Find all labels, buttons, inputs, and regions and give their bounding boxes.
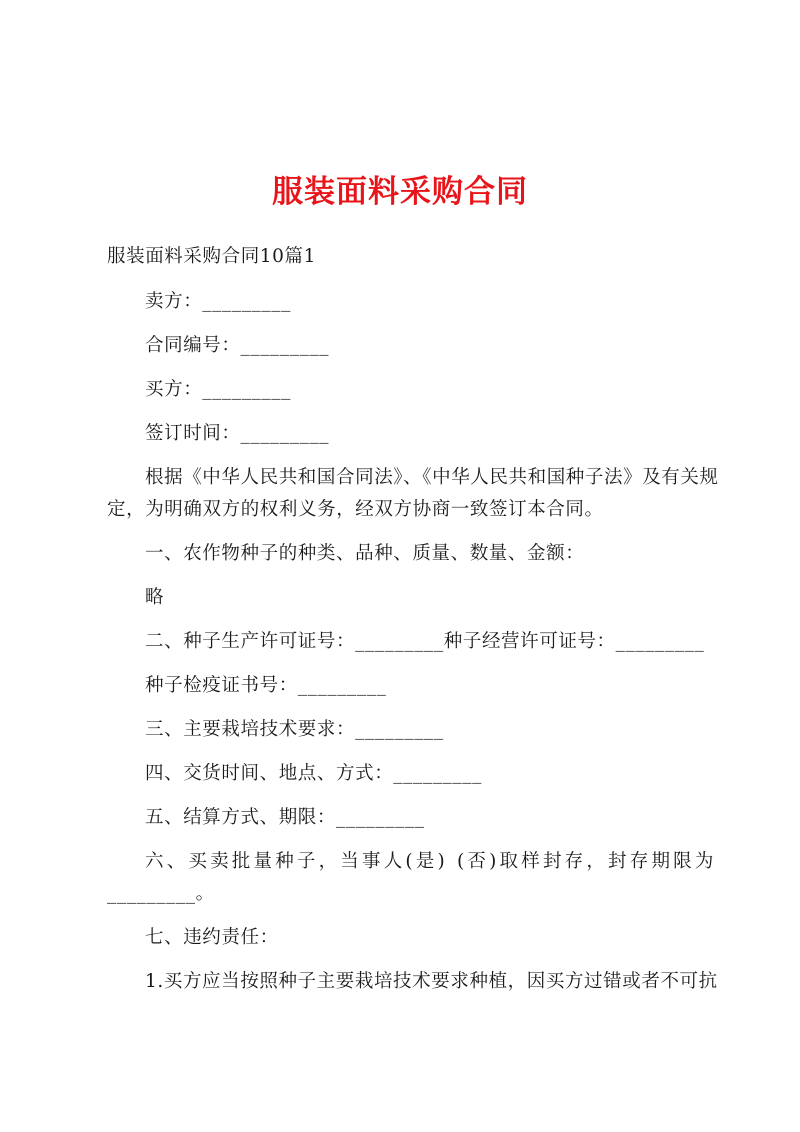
preamble-line-1: 根据《中华人民共和国合同法》、《中华人民共和国种子法》及有关规: [145, 467, 719, 488]
preamble-line-2: 定，为明确双方的权利义务，经双方协商一致签订本合同。: [107, 499, 604, 520]
clause-4-line: 四、交货时间、地点、方式：_________: [145, 763, 482, 784]
clause-5-line: 五、结算方式、期限：_________: [145, 807, 425, 828]
clause-3-line: 三、主要栽培技术要求：_________: [145, 719, 444, 740]
clause-2-line-1: 二、种子生产许可证号：_________种子经营许可证号：_________: [145, 631, 705, 652]
contract-number-line: 合同编号：_________: [145, 335, 330, 356]
signing-date-line: 签订时间：_________: [145, 423, 330, 444]
clause-6-line-1: 六、买卖批量种子，当事人(是) (否)取样封存，封存期限为: [145, 851, 717, 872]
clause-6-line-2: _________。: [107, 883, 215, 904]
clause-7-item-1: 1.买方应当按照种子主要栽培技术要求种植，因买方过错或者不可抗: [145, 971, 718, 992]
document-subtitle: 服装面料采购合同10篇1: [107, 246, 317, 267]
clause-7-heading: 七、违约责任：: [145, 927, 279, 948]
clause-1-heading: 一、农作物种子的种类、品种、质量、数量、金额：: [145, 543, 585, 564]
seller-line: 卖方：_________: [145, 291, 291, 312]
clause-2-line-2: 种子检疫证书号：_________: [145, 675, 387, 696]
buyer-line: 买方：_________: [145, 379, 291, 400]
document-title: 服装面料采购合同: [272, 174, 528, 210]
clause-1-body: 略: [145, 587, 165, 608]
